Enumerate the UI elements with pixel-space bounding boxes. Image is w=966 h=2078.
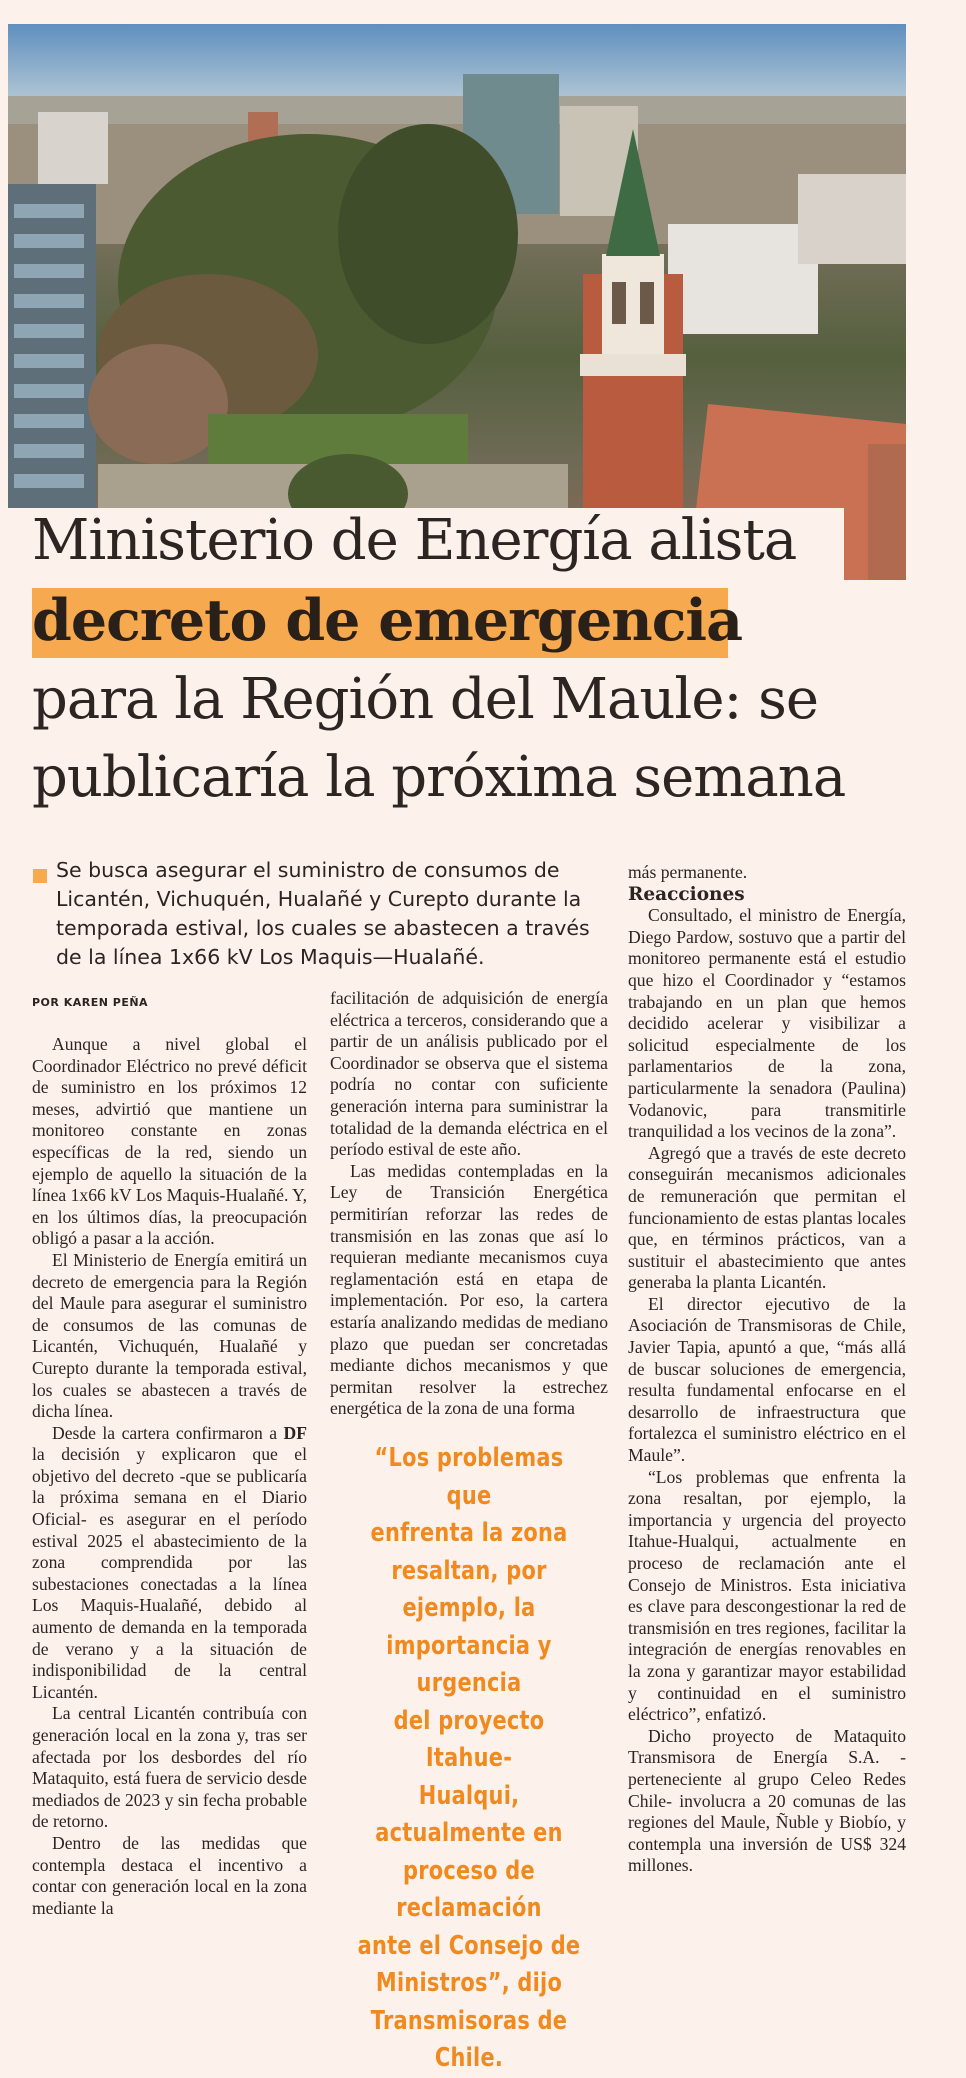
paragraph: “Los problemas que enfrenta la zona resaltan, por ejemplo, la importancia y urgencia del proyecto Itahue-Hualqui, actualmente en proceso de reclamación ante el Consejo de Ministros. Esta iniciativa es clave para descongestionar la red de transmisión en tres regiones, facilitar la integración de energías renovables en la zona y garantizar mayor estabilidad y continuidad en el suministro eléctrico”, enfatizó. (628, 1466, 906, 1725)
paragraph: Aunque a nivel global el Coordinador Eléctrico no prevé déficit de suministro en los próximos 12 meses, advirtió que mantiene un monitoreo constante en zonas específicas de la red, siendo un ejemplo de aquello la situación de la línea 1x66 kV Los Maquis-Hualañé. Y, en los últimos días, la preocupación obligó a pasar a la acción. (32, 1034, 307, 1249)
article-photo (8, 24, 906, 580)
byline: POR KAREN PEÑA (32, 996, 149, 1009)
paragraph: Dentro de las medidas que contempla destaca el incentivo a contar con generación local en la zona mediante la (32, 1832, 307, 1918)
paragraph: Consultado, el ministro de Energía, Diego Pardow, sostuvo que a partir del monitoreo permanente está el estudio que hizo el Coordinador y “estamos trabajando en un plan que hemos decidido acelerar y visibilizar a solicitud especialmente de los parlamentarios de la zona, particularmente la senadora (Paulina) Vodanovic, para transmitirle tranquilidad a los vecinos de la zona”. (628, 905, 906, 1142)
paragraph: facilitación de adquisición de energía eléctrica a terceros, considerando que a partir de un análisis publicado por el Coordinador se observa que el sistema podría no contar con suficiente generación interna para suministrar la totalidad de la demanda eléctrica en el período estival de este año. (330, 988, 608, 1160)
section-subhead: Reacciones (628, 883, 745, 905)
paragraph-text: la decisión y explicaron que el objetivo del decreto -que se publicaría la próxima semana en el Diario Oficial- es asegurar en el período estival 2025 el abastecimiento de la zona comprendida por las subestaciones conectadas a la línea Los Maquis-Hualañé, debido al aumento de demanda en la temporada de verano y a la situación de indisponibilidad de la central Licantén. (32, 1444, 307, 1702)
paragraph: más permanente. (628, 862, 748, 882)
headline-line-1: Ministerio de Energía alista (32, 508, 797, 573)
headline-line-2: decreto de emergencia (32, 587, 743, 654)
bullet-square-icon (33, 869, 47, 883)
paragraph: Dicho proyecto de Mataquito Transmisora de Energía S.A. -perteneciente al grupo Celeo Redes Chile- involucra a 20 comunas de las regiones del Maule, Ñuble y Biobío, y contempla una inversión de US$ 324 millones. (628, 1725, 906, 1876)
paragraph: El Ministerio de Energía emitirá un decreto de emergencia para la Región del Maule para asegurar el suministro de consumos de las comunas de Licantén, Vichuquén, Hualañé y Curepto durante la temporada estival, los cuales se abastecen a través de dicha línea. (32, 1249, 307, 1422)
article-column-1 (32, 1034, 307, 1919)
paragraph: Agregó que a través de este decreto conseguirán mecanismos adicionales de remuneración que permitan el funcionamiento de estas plantas locales que, en términos prácticos, van a sustituir el abastecimiento que antes generaba la planta Licantén. (628, 1142, 906, 1293)
summary-lead: Se busca asegurar el suministro de consumos de Licantén, Vichuquén, Hualañé y Curepto durante la temporada estival, los cuales se abastecen a través de la línea 1x66 kV Los Maquis—Hualañé. (56, 858, 590, 969)
df-mention: DF (283, 1422, 307, 1443)
city-aerial-image (8, 24, 906, 580)
paragraph: La central Licantén contribuía con generación local en la zona y, tras ser afectada por los desbordes del río Mataquito, está fuera de servicio desde mediados de 2023 y sin fecha probable de retorno. (32, 1703, 307, 1832)
paragraph: Las medidas contempladas en la Ley de Transición Energética permitirían reforzar las redes de transmisión en las zonas que así lo requieran mediante mecanismos cuya reglamentación está en etapa de implementación. Por eso, la cartera estaría analizando medidas de mediano plazo que puedan ser concretadas mediante dichos mecanismos y que permitan resolver la estrechez energética de la zona de una forma (330, 1160, 608, 1419)
headline-line-3: para la Región del Maule: se (32, 667, 819, 732)
headline-line-4: publicaría la próxima semana (32, 745, 846, 810)
article-column-2 (330, 988, 608, 1420)
paragraph-text: Desde la cartera confirmaron a (52, 1422, 284, 1443)
article-column-3 (628, 862, 906, 1877)
paragraph: El director ejecutivo de la Asociación de Transmisoras de Chile, Javier Tapia, apuntó a que, “más allá de buscar soluciones de emergencia, resulta fundamental enfocarse en el desarrollo de infraestructura que fortalezca el suministro eléctrico en el Maule”. (628, 1293, 906, 1466)
paragraph (32, 1423, 307, 1704)
pull-quote: “Los problemas que enfrenta la zona resaltan, por ejemplo, la importancia y urgencia del proyecto Itahue- Hualqui, actualmente en proceso de reclamación ante el Consejo de Ministros”, dijo Transmisoras de Chile. (357, 1443, 581, 2073)
pull-quote-container (306, 1440, 632, 2073)
